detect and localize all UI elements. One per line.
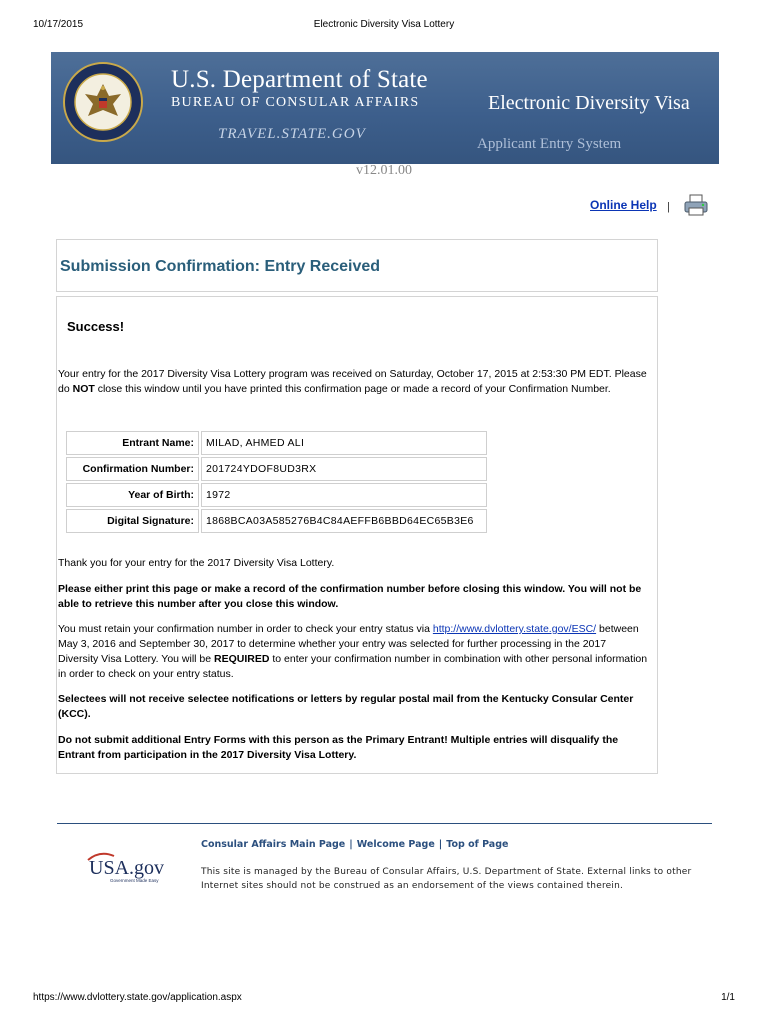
year-of-birth-value: 1972	[201, 483, 487, 507]
selectees-note: Selectees will not receive selectee notifications or letters by regular postal mail from the Kentucky Consular Center (KCC).	[58, 693, 634, 720]
system-name: Applicant Entry System	[477, 136, 622, 152]
intro-text-1: Your entry for the 2017 Diversity Visa Lottery program was received on Saturday, October 17, 2015 at 2:53:30 PM EDT. Please do	[58, 368, 647, 395]
site-banner	[51, 52, 719, 164]
version-label: v12.01.00	[356, 163, 412, 178]
printer-icon[interactable]	[683, 193, 709, 217]
thank-you-text: Thank you for your entry for the 2017 Diversity Visa Lottery.	[58, 557, 335, 569]
print-warning: Please either print this page or make a record of the confirmation number before closing this window. You will not be able to retrieve this number after you close this window.	[58, 583, 642, 610]
confirmation-number-label: Confirmation Number:	[66, 457, 199, 481]
page-title: Submission Confirmation: Entry Received	[60, 258, 381, 275]
entrant-name-label: Entrant Name:	[66, 431, 199, 455]
entrant-name-value: MILAD, AHMED ALI	[201, 431, 487, 455]
digital-signature-label: Digital Signature:	[66, 509, 199, 533]
confirmation-panel	[56, 296, 658, 774]
usa-gov-logo-text: USA.gov	[89, 857, 165, 879]
top-of-page-link[interactable]: Top of Page	[446, 839, 509, 850]
print-date: 10/17/2015	[33, 19, 84, 30]
intro-text-2: close this window until you have printed this confirmation page or made a record of your Confirmation Number.	[94, 383, 611, 395]
footer-disclaimer: This site is managed by the Bureau of Consular Affairs, U.S. Department of State. External links to other Internet sites should not be construed as an endorsement of the views contained therein.	[201, 867, 692, 891]
bureau-name: BUREAU OF CONSULAR AFFAIRS	[171, 95, 420, 110]
table-row	[66, 509, 487, 533]
table-row	[66, 431, 487, 455]
toolbar-separator: |	[667, 201, 670, 213]
entrant-status-check-link[interactable]: http://www.dvlottery.state.gov/ESC/	[432, 623, 597, 635]
print-header	[33, 19, 735, 33]
print-url: https://www.dvlottery.state.gov/application.aspx	[33, 992, 242, 1003]
intro-paragraph	[58, 367, 648, 397]
footer-links	[201, 839, 508, 850]
footer-separator: |	[349, 839, 353, 850]
intro-bold: NOT	[72, 383, 95, 395]
retain-text-3: to enter your confirmation number in combination with other personal information in order to check on your entry status.	[58, 653, 648, 680]
footer-divider	[57, 823, 712, 824]
year-of-birth-label: Year of Birth:	[66, 483, 199, 507]
retain-text-2: between May 3, 2016 and September 30, 2017 to determine whether your entry was selected for further processing in the 2017 Diversity Visa Lottery. You will be	[58, 623, 639, 665]
usa-gov-tagline: Government Made Easy	[110, 878, 159, 883]
print-footer	[33, 992, 735, 1006]
page-title-box	[56, 239, 658, 292]
department-name: U.S. Department of State	[171, 66, 428, 93]
success-heading: Success!	[67, 319, 125, 334]
print-page-number: 1/1	[721, 992, 735, 1003]
retain-text-1: You must retain your confirmation number in order to check your entry status via	[58, 623, 433, 635]
site-name: TRAVEL.STATE.GOV	[218, 126, 366, 142]
retain-paragraph	[58, 622, 648, 682]
table-row	[66, 457, 487, 481]
welcome-page-link[interactable]: Welcome Page	[356, 839, 435, 850]
confirmation-number-value: 201724YDOF8UD3RX	[201, 457, 487, 481]
print-title: Electronic Diversity Visa Lottery	[313, 19, 455, 30]
digital-signature-value: 1868BCA03A585276B4C84AEFFB6BBD64EC65B3E6	[201, 509, 487, 533]
footer-separator: |	[438, 839, 443, 850]
usa-gov-logo[interactable]	[80, 850, 180, 886]
consular-affairs-main-page-link[interactable]: Consular Affairs Main Page	[201, 839, 346, 850]
entry-details-table	[64, 429, 489, 535]
table-row	[66, 483, 487, 507]
product-name: Electronic Diversity Visa	[488, 92, 690, 114]
online-help-link[interactable]: Online Help	[590, 198, 657, 212]
department-of-state-seal-icon	[63, 62, 143, 142]
retain-bold: REQUIRED	[214, 653, 270, 665]
duplicate-entry-warning: Do not submit additional Entry Forms with this person as the Primary Entrant! Multiple entries will disqualify the Entrant from participation in the 2017 Diversity Visa Lottery.	[58, 734, 619, 761]
